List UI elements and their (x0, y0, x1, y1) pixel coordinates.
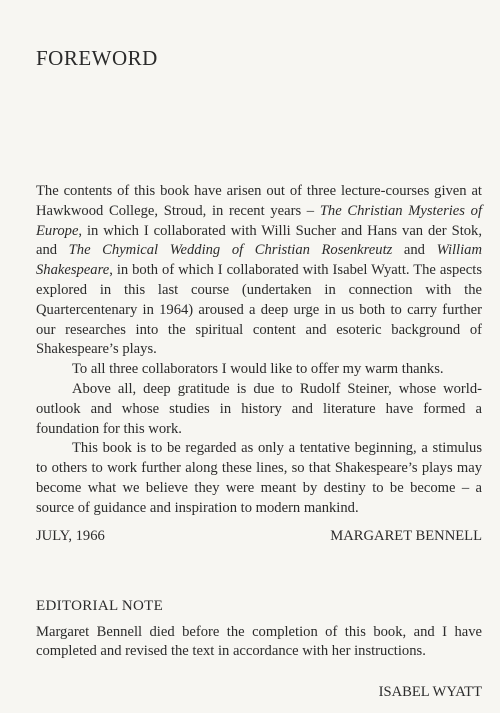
foreword-signoff (36, 527, 482, 547)
editorial-note-heading: EDITORIAL NOTE (36, 598, 164, 614)
p1-text-2: , in which I collaborated with Willi Sucher and Hans van der Stok, and (36, 222, 482, 259)
foreword-date: JULY, 1966 (36, 528, 105, 544)
p1-text-3: and (392, 242, 437, 259)
foreword-body (36, 182, 482, 519)
p1-title-william-shakespeare: William Shakespeare (36, 242, 482, 279)
foreword-author: MARGARET BENNELL (330, 528, 482, 544)
foreword-paragraph-3: Above all, deep gratitude is due to Rudolf Steiner, whose world-outlook and whose studies in history and literature have formed a foundation for this work. (36, 380, 482, 437)
editorial-note-text: Margaret Bennell died before the completion of this book, and I have completed and revised the text in accordance with her instructions. (36, 624, 482, 659)
foreword-paragraph-4: This book is to be regarded as only a tentative beginning, a stimulus to others to work further along these lines, so that Shakespeare’s plays may become what we believe they were meant by destiny to be become – a source of guidance and inspiration to modern mankind. (36, 440, 482, 516)
p1-text-4: , in both of which I collaborated with Isabel Wyatt. The aspects explored in this last course (undertaken in connection with the Quartercentenary in 1964) aroused a deep urge in us both to carry further our researches into the spiritual content and esoteric background of Shakespeare’s plays. (36, 262, 482, 358)
foreword-paragraph-2: To all three collaborators I would like to offer my warm thanks. (72, 361, 444, 378)
foreword-paragraph-1 (36, 182, 482, 360)
p1-title-chymical-wedding: The Chymical Wedding of Christian Rosenkreutz (68, 242, 393, 259)
foreword-heading: FOREWORD (36, 46, 158, 70)
editorial-note-signature: ISABEL WYATT (378, 684, 482, 700)
p1-text-1: The contents of this book have arisen out of three lecture-courses given at Hawkwood College, Stroud, in recent years – (36, 183, 482, 219)
p1-title-christian-mysteries: The Christian Mysteries of Europe (36, 202, 483, 239)
